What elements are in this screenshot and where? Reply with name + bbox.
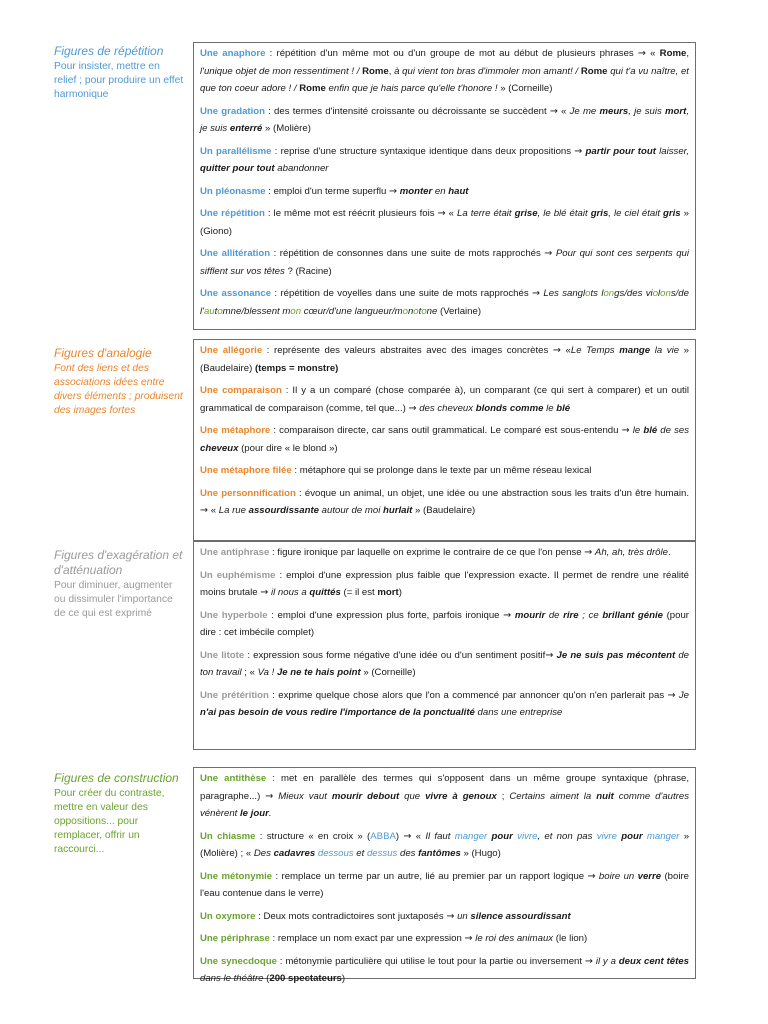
section-heading <box>54 548 184 621</box>
arrow-icon: → <box>545 649 554 661</box>
arrow-icon: → <box>408 402 417 414</box>
entry-metaphore-filee <box>200 462 689 480</box>
definition: : répétition d'un même mot ou d'un groupe de mot au début de plusieurs phrases <box>265 48 638 59</box>
entry-antithese <box>200 770 689 823</box>
example: boire un verre (boire l'eau contenue dans le verre) <box>200 870 689 899</box>
term: Une anaphore <box>200 48 266 59</box>
arrow-icon: → <box>584 547 593 558</box>
arrow-icon: → <box>260 587 269 598</box>
section-heading <box>54 771 184 857</box>
definition: : représente des valeurs abstraites avec des images concrètes <box>262 345 553 356</box>
entry-chiasme <box>200 828 689 863</box>
entry-antiphrase <box>200 544 689 562</box>
arrow-icon: → <box>503 609 512 621</box>
definitions-box <box>193 339 696 541</box>
term: Une assonance <box>200 288 272 299</box>
term: Un euphémisme <box>200 569 276 581</box>
term: Un parallélisme <box>200 145 272 157</box>
arrow-icon: → <box>549 105 558 117</box>
term: Une gradation <box>200 105 266 117</box>
example: Les sanglots longs/des violons/de l'automne/blessent mon cœur/d'une langueur/monotone (Verlaine) <box>200 288 689 317</box>
entry-litote <box>200 647 689 682</box>
term: Une métaphore <box>200 425 271 436</box>
example: Je ne suis pas mécontent de ton travail ; « Va ! Je ne te hais point » (Corneille) <box>200 649 689 678</box>
example: « Je me meurs, je suis mort, je suis enterré » (Molière) <box>200 105 689 134</box>
example: des cheveux blonds comme le blé <box>419 402 571 414</box>
entry-periphrase <box>200 930 689 948</box>
arrow-icon: → <box>587 870 596 882</box>
definition: : remplace un terme par un autre, lié au premier par un rapport logique <box>272 870 588 882</box>
example: « La terre était grise, le blé était gris, le ciel était gris » (Giono) <box>200 208 689 237</box>
term: Une métaphore filée <box>200 465 292 476</box>
example: Je n'ai pas besoin de vous redire l'importance de la ponctualité dans une entreprise <box>200 689 689 718</box>
arrow-icon: → <box>464 933 473 944</box>
arrow-icon: → <box>200 505 209 516</box>
entry-assonance <box>200 285 689 320</box>
example: « Rome, l'unique objet de mon ressentiment ! / Rome, à qui vient ton bras d'immoler mon amant! / Rome qui t'a vu naître, et que ton coeur adore ! / Rome enfin que je hais parce qu'elle t'honore ! » (Corneille) <box>200 48 689 94</box>
arrow-icon: → <box>446 910 455 922</box>
arrow-icon: → <box>389 185 398 197</box>
entry-oxymore <box>200 908 689 926</box>
arrow-icon: → <box>403 830 412 842</box>
entry-pleonasme <box>200 183 689 201</box>
term: Une allitération <box>200 248 271 259</box>
term: Une prétérition <box>200 689 269 701</box>
arrow-icon: → <box>667 689 676 701</box>
entry-euphemisme <box>200 567 689 602</box>
section-subtitle: Pour insister, mettre en relief ; pour produire un effet harmonique <box>54 61 184 100</box>
example: Mieux vaut mourir debout que vivre à genoux ; Certains aiment la nuit comme d'autres vénèrent le jour. <box>200 790 689 819</box>
definitions-box <box>193 541 696 750</box>
definitions-box <box>193 767 696 984</box>
arrow-icon: → <box>531 288 541 299</box>
term: Un chiasme <box>200 830 256 842</box>
definition: : reprise d'une structure syntaxique identique dans deux propositions <box>271 145 575 157</box>
example: monter en haut <box>399 185 469 197</box>
entry-comparaison <box>200 382 689 417</box>
example: il y a deux cent têtes dans le théâtre (200 spectateurs) <box>200 955 689 984</box>
term: Une personnification <box>200 487 296 499</box>
example: un silence assourdissant <box>457 910 571 922</box>
example: «Le Temps mange la vie » (Baudelaire) (temps = monstre) <box>200 345 689 374</box>
section-subtitle: Pour créer du contraste, mettre en valeur des oppositions... pour remplacer, offrir un raccourci... <box>54 788 165 855</box>
definition: : répétition de voyelles dans une suite de mots rapprochés <box>271 288 532 299</box>
example: le roi des animaux (le lion) <box>475 933 588 944</box>
entry-repetition <box>200 205 689 240</box>
definition: : le même mot est réécrit plusieurs fois <box>264 208 438 219</box>
arrow-icon: → <box>574 145 583 157</box>
definition: : emploi d'une expression plus forte, parfois ironique <box>267 609 504 621</box>
example: « Il faut manger pour vivre, et non pas vivre pour manger » (Molière) ; « Des cadavres dessous et dessus des fantômes » (Hugo) <box>200 830 690 859</box>
definition: : des termes d'intensité croissante ou décroissante se succèdent <box>265 105 550 117</box>
arrow-icon: → <box>637 48 646 59</box>
arrow-icon: → <box>584 955 593 967</box>
definition: : comparaison directe, car sans outil grammatical. Le comparé est sous-entendu <box>270 425 622 436</box>
entry-hyperbole <box>200 607 689 642</box>
definition: : Il y a un comparé (chose comparée à), un comparant (ce qui sert à comparer) et un outil grammatical de comparaison (comme, tel que...) <box>200 385 689 414</box>
term: Une périphrase <box>200 933 270 944</box>
definition: : remplace un nom exact par une expression <box>269 933 465 944</box>
example: le blé de ses cheveux (pour dire « le blond ») <box>200 425 690 454</box>
definition: : emploi d'un terme superflu <box>265 185 389 197</box>
arrow-icon: → <box>552 345 561 356</box>
term: Un oxymore <box>200 910 256 922</box>
term: Une synecdoque <box>200 955 277 967</box>
entry-gradation <box>200 103 689 138</box>
example: Ah, ah, très drôle. <box>594 547 671 558</box>
entry-personnification <box>200 485 689 520</box>
term: Une antiphrase <box>200 547 270 558</box>
arrow-icon: → <box>437 208 446 219</box>
entry-alliteration <box>200 245 689 280</box>
entry-preterition <box>200 687 689 722</box>
example: partir pour tout laisser, quitter pour tout abandonner <box>200 145 689 174</box>
entry-synecdoque <box>200 953 689 988</box>
term: Une comparaison <box>200 385 282 396</box>
definition: : évoque un animal, un objet, une idée ou une abstraction sous les traits d'un être humain. <box>295 487 689 499</box>
arrow-icon: → <box>621 425 630 436</box>
term: Une antithèse <box>200 773 267 784</box>
section-subtitle: Font des liens et des associations idées entre divers éléments ; produisent des images fortes <box>54 363 183 416</box>
section-title: Figures d'exagération et d'atténuation <box>54 548 183 577</box>
definition: : métaphore qui se prolonge dans le texte par un même réseau lexical <box>291 465 592 476</box>
entry-metonymie <box>200 868 689 903</box>
section-subtitle: Pour diminuer, augmenter ou dissimuler l'importance de ce qui est exprimé <box>54 580 173 619</box>
definition: : structure « en croix » (ABBA) <box>255 830 404 842</box>
term: Une litote <box>200 649 245 661</box>
section-heading <box>54 44 184 102</box>
entry-parallelisme <box>200 143 689 178</box>
definition: : Deux mots contradictoires sont juxtaposés <box>255 910 447 922</box>
example: Pour qui sont ces serpents qui sifflent sur vos têtes ? (Racine) <box>200 248 690 277</box>
definition: : figure ironique par laquelle on exprime le contraire de ce que l'on pense <box>269 547 585 558</box>
term: Un pléonasme <box>200 185 266 197</box>
definition: : met en parallèle des termes qui s'opposent dans un même groupe syntaxique (phrase, paragraphe...) <box>200 773 689 802</box>
definitions-box <box>193 42 696 330</box>
entry-allegorie <box>200 342 689 377</box>
entry-anaphore <box>200 45 689 98</box>
entry-metaphore <box>200 422 689 457</box>
term: Une répétition <box>200 208 265 219</box>
example: il nous a quittés (= il est mort) <box>270 587 402 598</box>
arrow-icon: → <box>544 248 553 259</box>
section-title: Figures d'analogie <box>54 346 152 360</box>
definition: : répétition de consonnes dans une suite de mots rapprochés <box>270 248 545 259</box>
example: « La rue assourdissante autour de moi hurlait » (Baudelaire) <box>210 505 476 516</box>
example: mourir de rire ; ce brillant génie (pour dire : cet imbécile complet) <box>200 609 690 638</box>
definition: : expression sous forme négative d'une idée ou d'un sentiment positif <box>244 649 546 661</box>
definition: : métonymie particulière qui utilise le tout pour la partie ou inversement <box>276 955 585 967</box>
section-title: Figures de construction <box>54 771 179 785</box>
term: Une hyperbole <box>200 609 268 621</box>
section-heading <box>54 346 184 418</box>
definition: : exprime quelque chose alors que l'on a commencé par annoncer qu'on n'en parlerait pas <box>268 689 668 701</box>
term: Une allégorie <box>200 345 263 356</box>
term: Une métonymie <box>200 870 273 882</box>
arrow-icon: → <box>265 790 274 802</box>
section-title: Figures de répétition <box>54 44 164 58</box>
definition: : emploi d'une expression plus faible que l'expression exacte. Il permet de rendre une réalité moins brutale <box>200 569 689 598</box>
